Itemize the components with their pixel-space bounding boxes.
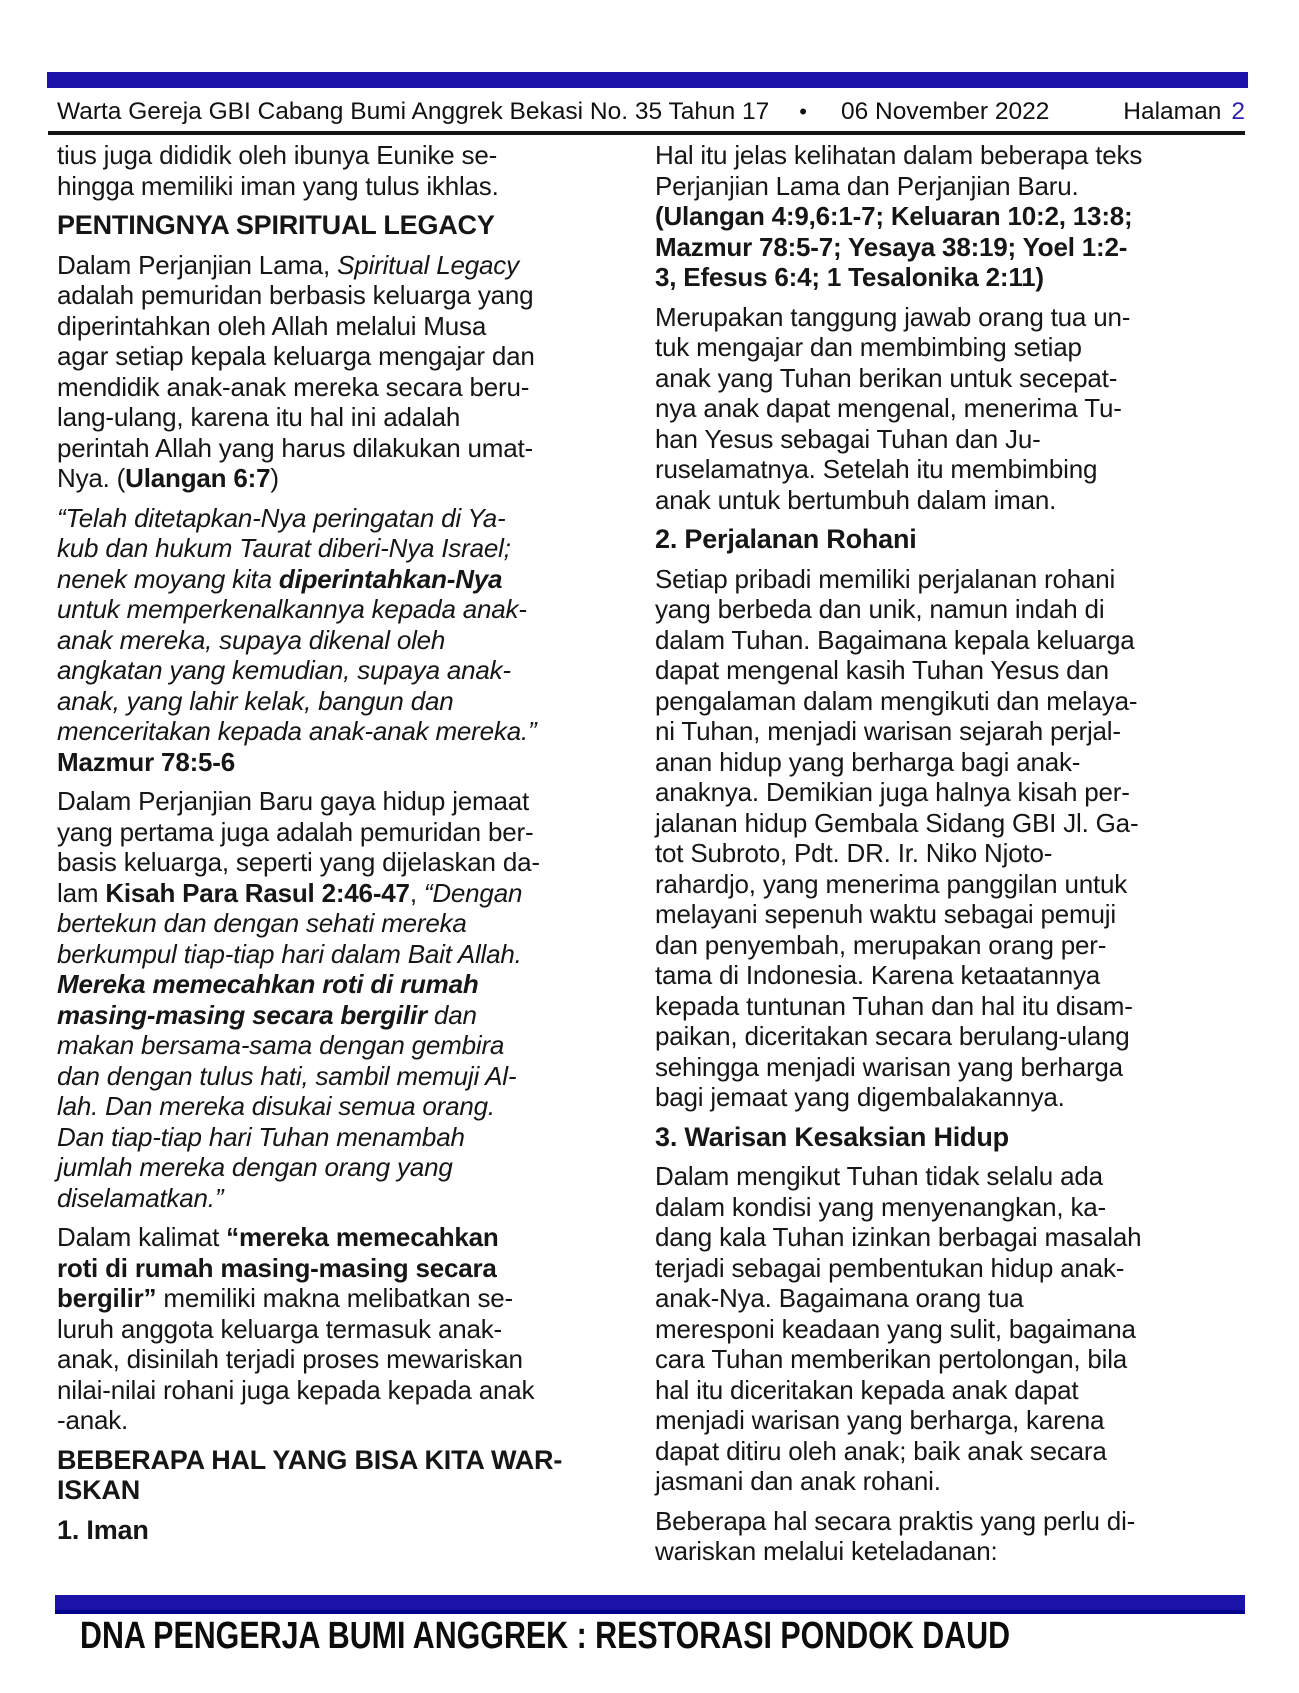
text-run: dalam Tuhan. Bagaimana kepala keluarga <box>655 624 1135 655</box>
column-right <box>655 140 1257 1576</box>
text-run: agar setiap kepala keluarga mengajar dan <box>57 341 535 371</box>
text-run: sehingga menjadi warisan yang berharga <box>655 1051 1123 1082</box>
text-run: Beberapa hal secara praktis yang perlu di- <box>655 1505 1136 1536</box>
text-run: tuk mengajar dan membimbing setiap <box>655 332 1082 362</box>
text-run: melayani sepenuh waktu sebagai pemuji <box>655 899 1116 929</box>
header-title: Warta Gereja GBI Cabang Bumi Anggrek Bekasi No. 35 Tahun 17 <box>57 98 770 125</box>
text-run: perintah Allah yang harus dilakukan umat- <box>57 432 533 463</box>
text-run: anak, disinilah terjadi proses mewariskan <box>57 1344 523 1374</box>
text-run: dalam kondisi yang menyenangkan, ka- <box>655 1191 1106 1222</box>
text-run: ruselamatnya. Setelah itu membimbing <box>655 454 1098 484</box>
text-run: basis keluarga, seperti yang dijelaskan da- <box>57 847 540 877</box>
footer-blue-bar-underline <box>55 1610 1245 1614</box>
page-header <box>57 96 1245 128</box>
header-date: 06 November 2022 <box>840 98 1050 125</box>
text-run: (Ulangan 4:9,6:1-7; Keluaran 10:2, 13:8; <box>655 201 1133 231</box>
body-paragraph <box>655 1161 1257 1497</box>
text-run: roti di rumah masing-masing secara <box>57 1252 497 1283</box>
section-heading <box>655 524 1257 555</box>
text-run: 2. Perjalanan Rohani <box>655 524 917 554</box>
header-divider-rule <box>48 131 1245 135</box>
text-run: lam <box>57 877 106 908</box>
text-run: tama di Indonesia. Karena ketaatannya <box>655 960 1101 990</box>
text-run: Dan tiap-tiap hari Tuhan menambah <box>57 1121 465 1152</box>
text-run: diselamatkan.” <box>57 1182 224 1213</box>
text-run: BEBERAPA HAL YANG BISA KITA WAR- <box>57 1444 563 1475</box>
section-heading <box>57 1445 635 1506</box>
text-run: angkatan yang kemudian, supaya anak- <box>57 655 511 685</box>
text-run: dapat mengenal kasih Tuhan Yesus dan <box>655 655 1109 685</box>
text-run: lang-ulang, karena itu hal ini adalah <box>57 402 461 432</box>
text-run: memiliki makna melibatkan se- <box>156 1283 514 1313</box>
text-run: dan <box>426 999 477 1030</box>
text-run: tot Subroto, Pdt. DR. Ir. Niko Njoto- <box>655 838 1053 868</box>
text-run: terjadi sebagai pembentukan hidup anak- <box>655 1252 1125 1283</box>
text-run: pengalaman dalam mengikuti dan melaya- <box>655 685 1138 716</box>
page-number-value: 2 <box>1231 98 1245 125</box>
text-run: hingga memiliki iman yang tulus ikhlas. <box>57 170 499 201</box>
text-run: han Yesus sebagai Tuhan dan Ju- <box>655 423 1041 454</box>
text-run: yang pertama juga adalah pemuridan ber- <box>57 816 534 847</box>
text-run: Merupakan tanggung jawab orang tua un- <box>655 301 1131 332</box>
text-run: mendidik anak-anak mereka secara beru- <box>57 371 530 402</box>
footer-blue-bar <box>55 1595 1245 1610</box>
text-run: anan hidup yang berharga bagi anak- <box>655 746 1081 777</box>
text-run: nilai-nilai rohani juga kepada kepada anak <box>57 1374 535 1405</box>
page-number-label: Halaman <box>1123 98 1222 125</box>
text-run: dapat ditiru oleh anak; baik anak secara <box>655 1435 1107 1466</box>
text-run: anak mereka, supaya dikenal oleh <box>57 624 446 655</box>
body-paragraph <box>655 564 1257 1113</box>
text-run: lah. Dan mereka disukai semua orang. <box>57 1091 495 1121</box>
section-heading <box>57 210 635 241</box>
text-run: jumlah mereka dengan orang yang <box>57 1152 453 1182</box>
text-run: jalanan hidup Gembala Sidang GBI Jl. Ga- <box>655 807 1139 838</box>
text-run: yang berbeda dan unik, namun indah di <box>655 594 1105 624</box>
text-run: dan dengan tulus hati, sambil memuji Al- <box>57 1060 517 1091</box>
text-run: , <box>409 877 424 908</box>
text-run: Dalam kalimat <box>57 1222 227 1252</box>
text-run: anak-Nya. Bagaimana orang tua <box>655 1283 1024 1313</box>
text-run: anak untuk bertumbuh dalam iman. <box>655 484 1057 515</box>
text-run: ISKAN <box>57 1475 141 1505</box>
body-paragraph <box>57 140 635 201</box>
text-run: makan bersama-sama dengan gembira <box>57 1030 505 1060</box>
text-run: dan penyembah, merupakan orang per- <box>655 929 1107 960</box>
text-run: 3. Warisan Kesaksian Hidup <box>655 1121 1009 1152</box>
text-run: wariskan melalui keteladanan: <box>655 1536 998 1566</box>
section-heading <box>57 1515 635 1546</box>
text-run: diperintahkan-Nya <box>278 563 503 594</box>
text-run: menjadi warisan yang berharga, karena <box>655 1405 1105 1435</box>
text-run: nya anak dapat mengenal, menerima Tu- <box>655 393 1122 423</box>
text-run: Dalam Perjanjian Lama, <box>57 249 338 280</box>
text-run: Mereka memecahkan roti di rumah <box>57 969 479 999</box>
text-run: menceritakan kepada anak-anak mereka.” <box>57 716 537 746</box>
text-run: luruh anggota keluarga termasuk anak- <box>57 1313 502 1344</box>
text-run: jasmani dan anak rohani. <box>655 1466 941 1496</box>
text-run: paikan, diceritakan secara berulang-ulang <box>655 1021 1130 1051</box>
body-paragraph <box>57 786 635 1213</box>
text-run: bagi jemaat yang digembalakannya. <box>655 1082 1065 1112</box>
text-run: bergilir” <box>57 1283 157 1313</box>
text-run: 1. Iman <box>57 1514 149 1545</box>
text-run: Kisah Para Rasul 2:46-47 <box>105 877 410 908</box>
text-run: Perjanjian Lama dan Perjanjian Baru. <box>655 170 1079 201</box>
text-run: “Dengan <box>423 877 523 908</box>
text-run: anaknya. Demikian juga halnya kisah per- <box>655 777 1130 807</box>
text-run: meresponi keadaan yang sulit, bagaimana <box>655 1313 1136 1344</box>
footer-motto: DNA PENGERJA BUMI ANGGREK : RESTORASI PONDOK DAUD <box>80 1615 1011 1657</box>
text-run: rahardjo, yang menerima panggilan untuk <box>655 868 1128 899</box>
body-paragraph <box>57 250 635 494</box>
text-run: diperintahkan oleh Allah melalui Musa <box>57 310 487 341</box>
text-run: PENTINGNYA SPIRITUAL LEGACY <box>57 210 495 240</box>
top-blue-bar <box>47 72 1248 88</box>
body-paragraph <box>655 1506 1257 1567</box>
text-run: nenek moyang kita <box>57 563 279 594</box>
text-run: cara Tuhan memberikan pertolongan, bila <box>655 1344 1128 1374</box>
text-run: 3, Efesus 6:4; 1 Tesalonika 2:11) <box>655 262 1044 292</box>
text-run: -anak. <box>57 1405 129 1435</box>
text-run: untuk memperkenalkannya kepada anak- <box>57 594 527 624</box>
text-run: dang kala Tuhan izinkan berbagai masalah <box>655 1222 1142 1252</box>
text-run: kub dan hukum Taurat diberi-Nya Israel; <box>57 533 511 563</box>
header-bullet-separator: • <box>799 99 807 124</box>
text-run: Hal itu jelas kelihatan dalam beberapa teks <box>655 140 1143 170</box>
text-run: berkumpul tiap-tiap hari dalam Bait Allah. <box>57 938 522 969</box>
text-run: Dalam mengikut Tuhan tidak selalu ada <box>655 1161 1103 1191</box>
text-run: kepada tuntunan Tuhan dan hal itu disam- <box>655 990 1133 1021</box>
text-run: Mazmur 78:5-6 <box>57 746 236 777</box>
text-run: adalah pemuridan berbasis keluarga yang <box>57 280 534 310</box>
body-paragraph <box>655 302 1257 516</box>
section-heading <box>655 1122 1257 1153</box>
text-run: Setiap pribadi memiliki perjalanan rohani <box>655 563 1116 594</box>
text-run: anak yang Tuhan berikan untuk secepat- <box>655 362 1118 393</box>
column-left <box>57 140 635 1554</box>
body-paragraph <box>57 1222 635 1436</box>
text-run: hal itu diceritakan kepada anak dapat <box>655 1374 1079 1405</box>
text-run: anak, yang lahir kelak, bangun dan <box>57 685 454 716</box>
text-run: ) <box>270 463 279 493</box>
text-run: “Telah ditetapkan-Nya peringatan di Ya- <box>57 502 506 533</box>
text-run: Dalam Perjanjian Baru gaya hidup jemaat <box>57 786 530 816</box>
body-paragraph <box>57 503 635 778</box>
text-run: Nya. ( <box>57 463 126 493</box>
text-run: masing-masing secara bergilir <box>57 999 427 1030</box>
text-run: Spiritual Legacy <box>337 249 519 280</box>
text-run: ni Tuhan, menjadi warisan sejarah perjal- <box>655 716 1121 746</box>
text-run: bertekun dan dengan sehati mereka <box>57 908 467 938</box>
text-run: tius juga dididik oleh ibunya Eunike se- <box>57 140 498 170</box>
body-paragraph <box>655 140 1257 293</box>
text-run: “mereka memecahkan <box>226 1222 499 1252</box>
text-run: Mazmur 78:5-7; Yesaya 38:19; Yoel 1:2- <box>655 231 1128 262</box>
text-run: Ulangan 6:7 <box>125 463 271 493</box>
